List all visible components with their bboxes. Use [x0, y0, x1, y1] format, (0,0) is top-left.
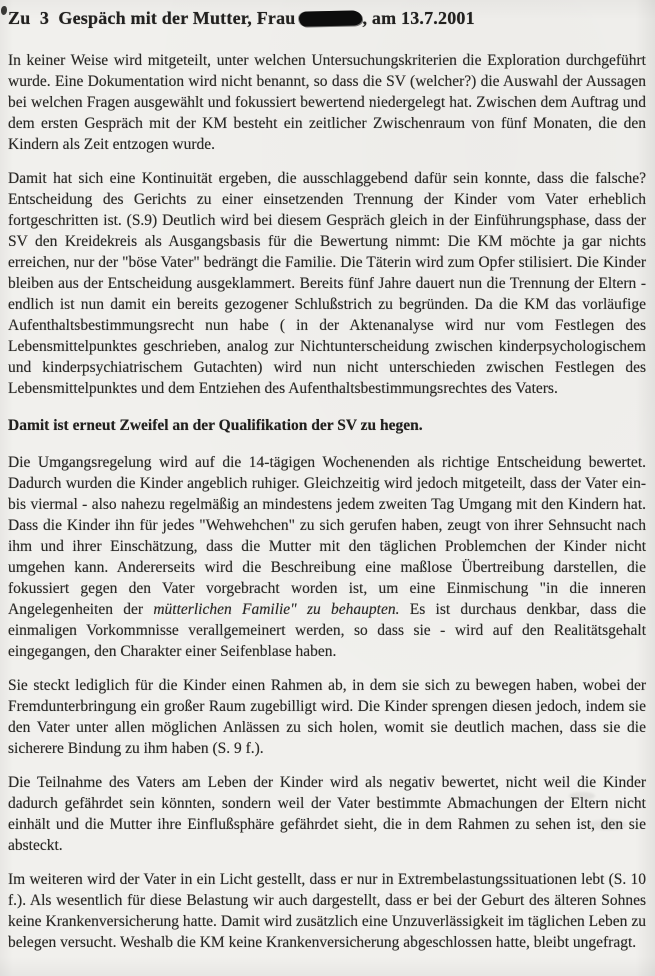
document-title: [8, 8, 646, 29]
paragraph-segment: Es ist durchaus denkbar, dass die einmaligen Vorkommnisse verallgemeinert werden, so dass sie - wird auf den Realitätsgehalt eingegangen, den Charakter einer Seifenblase haben.: [8, 601, 646, 660]
scan-smudge: [569, 792, 595, 800]
scan-smudge: [587, 820, 627, 830]
paragraph-1: [8, 50, 646, 155]
paragraph-5: [8, 675, 646, 759]
paragraph-7: [8, 869, 646, 953]
paragraph-segment: Im weiteren wird der Vater in ein Licht gestellt, dass er nur in Extrembelastungssituationen lebt (S. 10 f.). Als wesentlich für diese Belastung wir auch dargestellt, dass er bei der Geburt des älteren Sohnes keine Krankenversicherung hatte. Damit wird zusätzlich eine Unzuverlässigkeit im täglichen Leben zu belegen versucht. Weshalb die KM keine Krankenversicherung abgeschlossen hatte, bleibt ungefragt.: [8, 871, 646, 951]
paragraph-segment: Damit ist erneut Zweifel an der Qualifikation der SV zu hegen.: [8, 417, 423, 434]
paragraph-segment: Die Umgangsregelung wird auf die 14-tägigen Wochenenden als richtige Entscheidung bewertet. Dadurch wurden die Kinder angeblich ruhiger. Gleichzeitig wird jedoch mitgeteilt, dass der Vater ein- bis viermal - also nahezu regelmäßig an mindestens jedem zweiten Tag Umgang mit den Kindern hat. Dass die Kinder ihn für jedes "Wehwehchen" zu sich gerufen haben, zeugt von ihrer Sehnsucht nach ihm und ihrer Einschätzung, dass die Mutter mit den täglichen Problemchen der Kinder nicht umgehen kann. Andererseits wird die Beschreibung eine maßlose Übertreibung darstellen, die fokussiert gegen den Vater vorgebracht worden ist, um eine Einmischung "in die inneren Angelegenheiten der: [8, 454, 646, 618]
redacted-name-block: [298, 10, 361, 26]
document-body: [8, 50, 646, 953]
paragraph-4: [8, 452, 646, 662]
scan-artifact-dot: [1, 6, 7, 15]
paragraph-6: [8, 772, 646, 856]
paragraph-segment-italic: mütterlichen Familie" zu behaupten.: [153, 601, 400, 618]
title-text-before-redaction: Zu 3 Gespäch mit der Mutter, Frau: [8, 8, 296, 28]
paragraph-segment: Damit hat sich eine Kontinuität ergeben, die ausschlaggebend dafür sein konnte, dass die falsche? Entscheidung des Gerichts zu einer einsetzenden Trennung der Kinder vom Vater erheblich fortgeschritten ist. (S.9) Deutlich wird bei diesem Gespräch gleich in der Einführungsphase, dass der SV den Kreidekreis als Ausgangsbasis für die Bewertung nimmt: Die KM möchte ja gar nichts erreichen, nur der "böse Vater" bedrängt die Familie. Die Täterin wird zum Opfer stilisiert. Die Kinder bleiben aus der Entscheidung ausgeklammert. Bereits fünf Jahre dauert nun die Trennung der Eltern - endlich ist nun damit ein bereits gezogener Schlußstrich zu begründen. Da die KM das vorläufige Aufenthaltsbestimmungsrecht nun habe ( in der Aktenanalyse wird nur vom Festlegen des Lebensmittelpunktes geschrieben, analog zur Nichtunterscheidung zwischen kinderpsychologischem und kinderpsychiatrischem Gutachten) wird nun nicht unterschieden zwischen Festlegen des Lebensmittelpunktes und dem Entziehen des Aufenthaltsbestimmungsrechtes des Vaters.: [8, 170, 646, 397]
paragraph-segment: In keiner Weise wird mitgeteilt, unter welchen Untersuchungskriterien die Exploration durchgeführt wurde. Eine Dokumentation wird nicht benannt, so dass die SV (welcher?) die Auswahl der Aussagen bei welchen Fragen ausgewählt und fokussiert bewertend niedergelegt hat. Zwischen dem Auftrag und dem ersten Gespräch mit der KM besteht ein zeitlicher Zwischenraum von fünf Monaten, die den Kindern als Zeit entzogen wurde.: [8, 52, 646, 153]
paragraph-segment: Sie steckt lediglich für die Kinder einen Rahmen ab, in dem sie sich zu bewegen haben, wobei der Fremdunterbringung ein großer Raum zugebilligt wird. Die Kinder sprengen diesen jedoch, indem sie den Vater unter allen möglichen Anlässen zu sich holen, womit sie deutlich machen, dass sie die sicherere Bindung zu ihm haben (S. 9 f.).: [8, 677, 646, 757]
paragraph-segment: Die Teilnahme des Vaters am Leben der Kinder wird als negativ bewertet, nicht weil die Kinder dadurch gefährdet sein könnten, sondern weil der Vater bestimmte Abmachungen der Eltern nicht einhält und die Mutter ihre Einflußsphäre gefährdet sieht, die in dem Rahmen zu sehen ist, den sie absteckt.: [8, 774, 646, 854]
paragraph-3-bold-statement: [8, 415, 646, 436]
paragraph-2: [8, 168, 646, 399]
title-text-after-redaction: , am 13.7.2001: [362, 8, 475, 28]
